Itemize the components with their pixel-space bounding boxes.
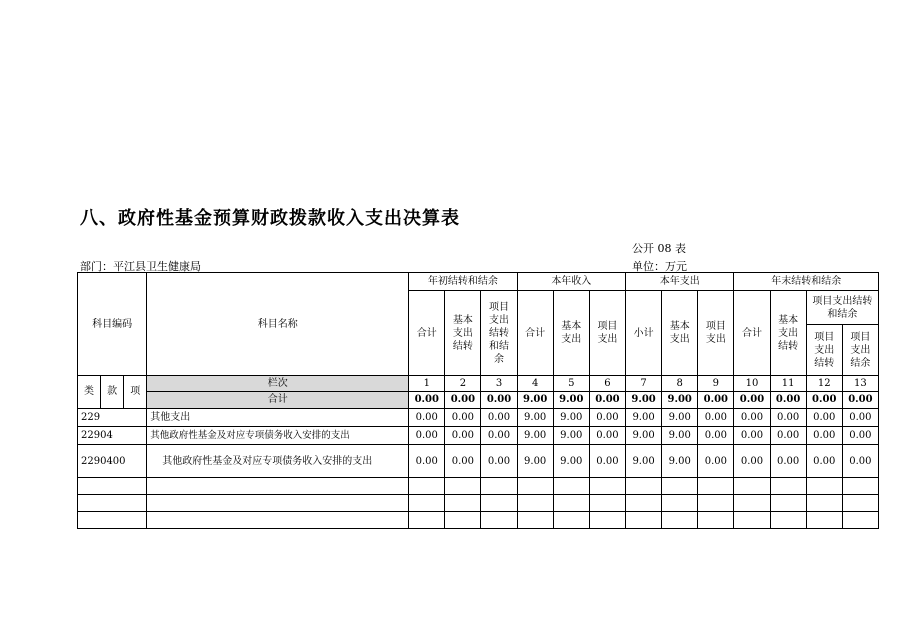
empty-row [78, 512, 879, 529]
total-cell: 0.00 [698, 392, 734, 409]
column-number: 1 [409, 376, 445, 392]
name-header: 科目名称 [147, 273, 409, 376]
total-cell: 0.00 [589, 392, 625, 409]
closing-project-header: 项目支出结转和结余 [806, 291, 878, 325]
column-number: 4 [517, 376, 553, 392]
income-basic-header: 基本支出 [553, 291, 589, 376]
column-number: 10 [734, 376, 770, 392]
total-cell: 0.00 [806, 392, 842, 409]
column-number: 6 [589, 376, 625, 392]
row-cell: 0.00 [734, 427, 770, 445]
total-cell: 0.00 [842, 392, 878, 409]
column-index-label: 栏次 [147, 376, 409, 392]
closing-balance-header: 年末结转和结余 [734, 273, 879, 291]
row-cell: 0.00 [734, 445, 770, 478]
opening-basic-header: 基本支出结转 [445, 291, 481, 376]
row-cell: 0.00 [734, 409, 770, 427]
row-cell: 0.00 [770, 409, 806, 427]
column-number: 11 [770, 376, 806, 392]
income-project-header: 项目支出 [589, 291, 625, 376]
report-title: 八、政府性基金预算财政拨款收入支出决算表 [80, 208, 460, 229]
column-number: 2 [445, 376, 481, 392]
row-cell: 0.00 [481, 427, 517, 445]
column-number: 12 [806, 376, 842, 392]
column-number: 3 [481, 376, 517, 392]
table-row [78, 445, 879, 478]
row-name: 其他政府性基金及对应专项债务收入安排的支出 [147, 445, 409, 478]
table-row [78, 409, 879, 427]
row-cell: 0.00 [806, 445, 842, 478]
closing-project-carry-header: 项目支出结转 [806, 325, 842, 376]
row-cell: 0.00 [698, 409, 734, 427]
row-cell: 0.00 [409, 409, 445, 427]
column-number: 8 [662, 376, 698, 392]
empty-row [78, 478, 879, 495]
row-cell: 9.00 [662, 409, 698, 427]
row-cell: 9.00 [662, 445, 698, 478]
lei-header: 类 [78, 376, 101, 409]
row-cell: 9.00 [517, 409, 553, 427]
total-cell: 9.00 [553, 392, 589, 409]
xiang-header: 项 [124, 376, 147, 409]
total-cell: 0.00 [409, 392, 445, 409]
row-cell: 0.00 [409, 427, 445, 445]
total-cell: 9.00 [626, 392, 662, 409]
row-cell: 9.00 [662, 427, 698, 445]
row-cell: 0.00 [698, 427, 734, 445]
row-cell: 0.00 [589, 445, 625, 478]
row-cell: 9.00 [626, 445, 662, 478]
form-number: 公开 08 表 [632, 242, 686, 255]
expense-project-header: 项目支出 [698, 291, 734, 376]
table-row [78, 427, 879, 445]
row-cell: 0.00 [842, 409, 878, 427]
unit-label: 单位：万元 [632, 260, 687, 273]
row-cell: 9.00 [517, 427, 553, 445]
expense-header: 本年支出 [626, 273, 734, 291]
row-cell: 0.00 [481, 445, 517, 478]
row-cell: 0.00 [445, 427, 481, 445]
row-cell: 9.00 [517, 445, 553, 478]
expense-basic-header: 基本支出 [662, 291, 698, 376]
row-cell: 0.00 [589, 427, 625, 445]
row-cell: 0.00 [770, 427, 806, 445]
column-number: 9 [698, 376, 734, 392]
column-number: 5 [553, 376, 589, 392]
total-cell: 0.00 [481, 392, 517, 409]
row-cell: 0.00 [409, 445, 445, 478]
row-cell: 0.00 [445, 409, 481, 427]
row-cell: 9.00 [626, 427, 662, 445]
row-cell: 0.00 [842, 427, 878, 445]
opening-total-header: 合计 [409, 291, 445, 376]
row-cell: 9.00 [553, 445, 589, 478]
kuan-header: 款 [101, 376, 124, 409]
opening-balance-header: 年初结转和结余 [409, 273, 517, 291]
row-cell: 0.00 [481, 409, 517, 427]
closing-total-header: 合计 [734, 291, 770, 376]
total-cell: 0.00 [734, 392, 770, 409]
row-cell: 0.00 [842, 445, 878, 478]
row-cell: 9.00 [626, 409, 662, 427]
department-label: 部门：平江县卫生健康局 [80, 260, 201, 273]
row-code: 229 [78, 409, 147, 427]
row-cell: 0.00 [806, 409, 842, 427]
row-cell: 0.00 [589, 409, 625, 427]
closing-basic-header: 基本支出结转 [770, 291, 806, 376]
row-name: 其他支出 [147, 409, 409, 427]
closing-project-surplus-header: 项目支出结余 [842, 325, 878, 376]
income-header: 本年收入 [517, 273, 625, 291]
row-cell: 9.00 [553, 409, 589, 427]
row-cell: 0.00 [770, 445, 806, 478]
total-cell: 9.00 [662, 392, 698, 409]
total-cell: 9.00 [517, 392, 553, 409]
column-number: 13 [842, 376, 878, 392]
row-code: 2290400 [78, 445, 147, 478]
opening-project-header: 项目支出结转和结余 [481, 291, 517, 376]
row-cell: 0.00 [698, 445, 734, 478]
code-header: 科目编码 [78, 273, 147, 376]
empty-row [78, 495, 879, 512]
row-name: 其他政府性基金及对应专项债务收入安排的支出 [147, 427, 409, 445]
row-code: 22904 [78, 427, 147, 445]
total-cell: 0.00 [445, 392, 481, 409]
total-cell: 0.00 [770, 392, 806, 409]
column-number: 7 [626, 376, 662, 392]
expense-subtotal-header: 小计 [626, 291, 662, 376]
budget-table [77, 272, 879, 529]
row-cell: 9.00 [553, 427, 589, 445]
total-row-label: 合计 [147, 392, 409, 409]
row-cell: 0.00 [806, 427, 842, 445]
row-cell: 0.00 [445, 445, 481, 478]
income-total-header: 合计 [517, 291, 553, 376]
